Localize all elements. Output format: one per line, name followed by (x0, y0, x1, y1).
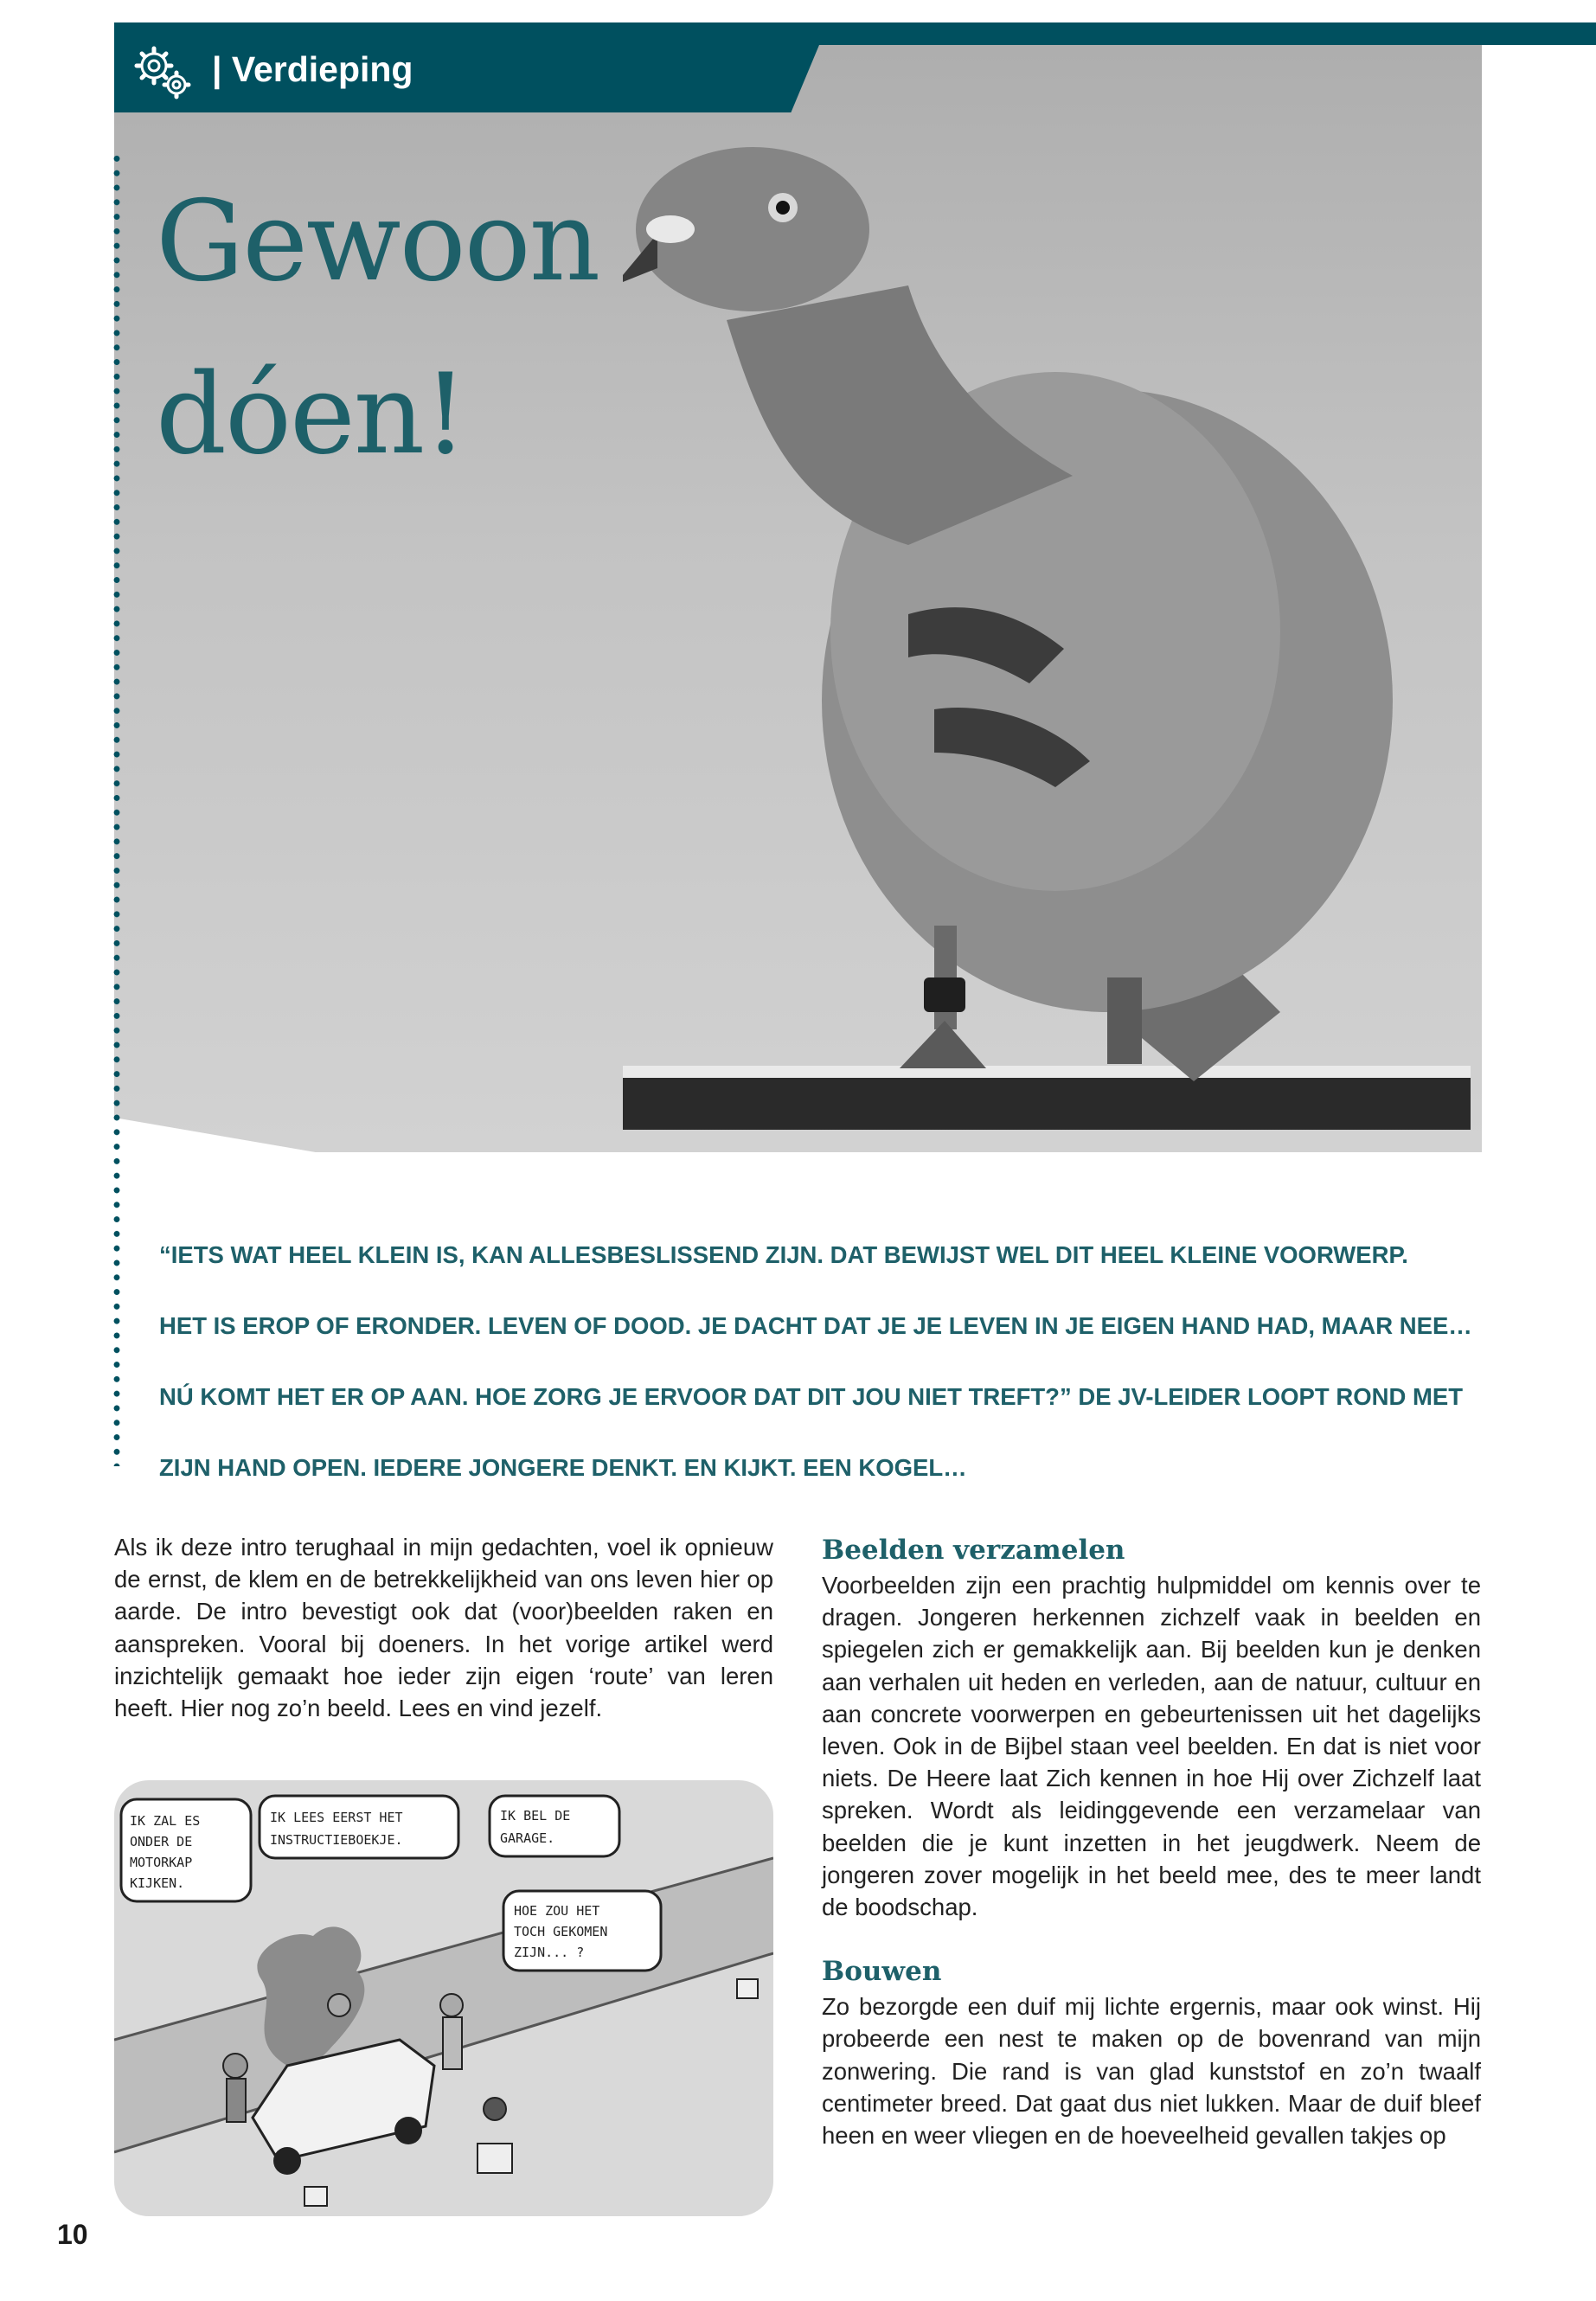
left-column (114, 1531, 773, 1724)
cartoon-illustration (114, 1780, 773, 2216)
intro-quote (159, 1220, 1509, 1503)
bubble-1-line-3: MOTORKAP (130, 1855, 193, 1870)
bubble-4-line-3: ZIJN... ? (514, 1945, 585, 1960)
section-paragraph: Voorbeelden zijn een prachtig hulpmiddel om kennis over te dragen. Jongeren herkennen zichzelf vaak in beelden en spiegelen zich er gemakkelijk aan. Bij beelden kun je denken aan verhalen uit heden en verleden, aan de natuur, cultuur en aan concrete voorwerpen en gebeurtenissen uit het dagelijks leven. Ook in de Bijbel staan veel beelden. En dat is niet voor niets. De Heere laat Zich kennen in hoe Hij over Zichzelf laat spreken. Wordt als leidinggevende een verzamelaar van beelden die je kunt inzetten in het jeugdwerk. Neem de jongeren zover mogelijk in het beeld mee, des te meer landt de boodschap. (822, 1572, 1481, 1921)
intro-line: ZIJN HAND OPEN. IEDERE JONGERE DENKT. EN KIJKT. EEN KOGEL… (159, 1454, 967, 1481)
page-number: 10 (57, 2219, 88, 2250)
section-label: | Verdieping (212, 49, 413, 89)
bubble-4-line-1: HOE ZOU HET (514, 1903, 600, 1919)
page-title (156, 156, 599, 502)
bubble-1-line-2: ONDER DE (130, 1834, 193, 1849)
bubble-3-line-2: GARAGE. (500, 1830, 555, 1846)
section-heading: Bouwen (822, 1956, 942, 1988)
title-line-1: Gewoon (156, 177, 599, 306)
dotted-divider (112, 151, 121, 1466)
intro-paragraph: Als ik deze intro terughaal in mijn gedachten, voel ik opnieuw de ernst, de klem en de betrekkelijkheid van ons leven hier op aarde. De intro bevestigt ook dat (voor)beelden raken en aanspreken. Vooral bij doeners. In het vorige artikel werd inzichtelijk gemaakt hoe ieder zijn eigen ‘route’ van leren heeft. Hier nog zo’n beeld. Lees en vind jezelf. (114, 1534, 773, 1722)
bubble-3-line-1: IK BEL DE (500, 1808, 571, 1823)
bubble-4-line-2: TOCH GEKOMEN (514, 1924, 608, 1939)
hero-corner-cut (114, 1118, 668, 1213)
bubble-2-line-1: IK LEES EERST HET (270, 1810, 403, 1825)
bubble-1-line-1: IK ZAL ES (130, 1813, 201, 1829)
bubble-2-line-2: INSTRUCTIEBOEKJE. (270, 1832, 403, 1848)
intro-line: HET IS EROP OF ERONDER. LEVEN OF DOOD. JE DACHT DAT JE JE LEVEN IN JE EIGEN HAND HAD, MAAR NEE… (159, 1312, 1472, 1339)
right-column (822, 1531, 1481, 2151)
section-paragraph: Zo bezorgde een duif mij lichte ergernis, maar ook winst. Hij probeerde een nest te maken op de bovenrand van mijn zonwering. Die rand is van glad kunststof en zo’n twaalf centimeter breed. Dat gaat dus niet lukken. Maar de duif bleef heen en weer vliegen en de hoeveelheid gevallen takjes op (822, 1993, 1481, 2150)
gears-icon (130, 42, 195, 102)
bubble-1-line-4: KIJKEN. (130, 1875, 185, 1891)
intro-line: NÚ KOMT HET ER OP AAN. HOE ZORG JE ERVOOR DAT DIT JOU NIET TREFT?” DE JV-LEIDER LOOPT ROND MET (159, 1383, 1463, 1410)
title-line-2: dóen! (156, 350, 466, 479)
pigeon-illustration (623, 147, 1471, 1159)
intro-line: “IETS WAT HEEL KLEIN IS, KAN ALLESBESLISSEND ZIJN. DAT BEWIJST WEL DIT HEEL KLEINE VOORWERP. (159, 1241, 1408, 1268)
section-heading: Beelden verzamelen (822, 1535, 1125, 1566)
